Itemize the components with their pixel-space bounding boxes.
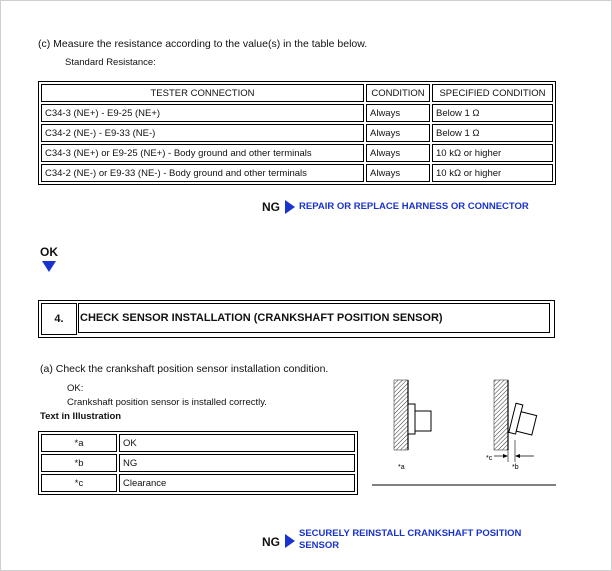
table-cell: Clearance [119,474,355,492]
table-cell: C34-3 (NE+) or E9-25 (NE+) - Body ground and other terminals [41,144,364,162]
table-cell: Always [366,144,430,162]
ok-install-figure [394,380,431,450]
table-row [41,454,355,472]
table-row [41,474,355,492]
ok-arrow-down-icon [42,261,56,272]
ok-label: OK [40,245,58,259]
ok-criteria-label: OK: [67,383,84,394]
ng-reinstall-line-1: SECURELY REINSTALL CRANKSHAFT POSITION [299,528,522,539]
table-cell: C34-3 (NE+) - E9-25 (NE+) [41,104,364,122]
table-row [41,104,553,122]
standard-resistance-heading: Standard Resistance: [65,57,156,68]
step-title: CHECK SENSOR INSTALLATION (CRANKSHAFT POSITION SENSOR) [78,303,550,333]
ng-reinstall-line-2: SENSOR [299,540,340,551]
table-row [41,144,553,162]
table-cell: NG [119,454,355,472]
header-condition: CONDITION [366,84,430,102]
section-a-instruction: (a) Check the crankshaft position sensor installation condition. [40,363,329,375]
ng-arrow-icon [285,200,295,214]
table-cell: Always [366,164,430,182]
table-cell: Always [366,104,430,122]
ok-criteria-text: Crankshaft position sensor is installed correctly. [67,397,267,408]
ng-install-figure [494,380,538,462]
table-cell: Always [366,124,430,142]
table-row [41,124,553,142]
illus-label-b: *b [512,464,519,471]
table-cell: *c [41,474,117,492]
illus-label-a: *a [398,464,405,471]
resistance-table-header-row [41,84,553,102]
table-cell: C34-2 (NE-) or E9-33 (NE-) - Body ground and other terminals [41,164,364,182]
ng-arrow-icon-2 [285,534,295,548]
table-cell: *a [41,434,117,452]
table-cell: 10 kΩ or higher [432,164,553,182]
resistance-table [38,81,556,185]
table-cell: *b [41,454,117,472]
step-number: 4. [41,303,77,335]
header-specified-condition: SPECIFIED CONDITION [432,84,553,102]
table-row [41,164,553,182]
table-row [41,434,355,452]
ng-label: NG [262,200,280,214]
table-cell: Below 1 Ω [432,104,553,122]
ng-label-2: NG [262,535,280,549]
header-tester-connection: TESTER CONNECTION [41,84,364,102]
legend-table [38,431,358,495]
table-cell: C34-2 (NE-) - E9-33 (NE-) [41,124,364,142]
sensor-installation-illustration [372,372,558,488]
illus-label-c: *c [486,455,493,462]
table-cell: OK [119,434,355,452]
section-c-instruction: (c) Measure the resistance according to the value(s) in the table below. [38,38,368,50]
illustration-text-heading: Text in Illustration [40,411,122,422]
table-cell: 10 kΩ or higher [432,144,553,162]
ng-repair-harness-link[interactable]: REPAIR OR REPLACE HARNESS OR CONNECTOR [299,201,529,212]
step-4-box [38,300,555,338]
table-cell: Below 1 Ω [432,124,553,142]
ng-reinstall-sensor-link[interactable] [299,528,521,552]
